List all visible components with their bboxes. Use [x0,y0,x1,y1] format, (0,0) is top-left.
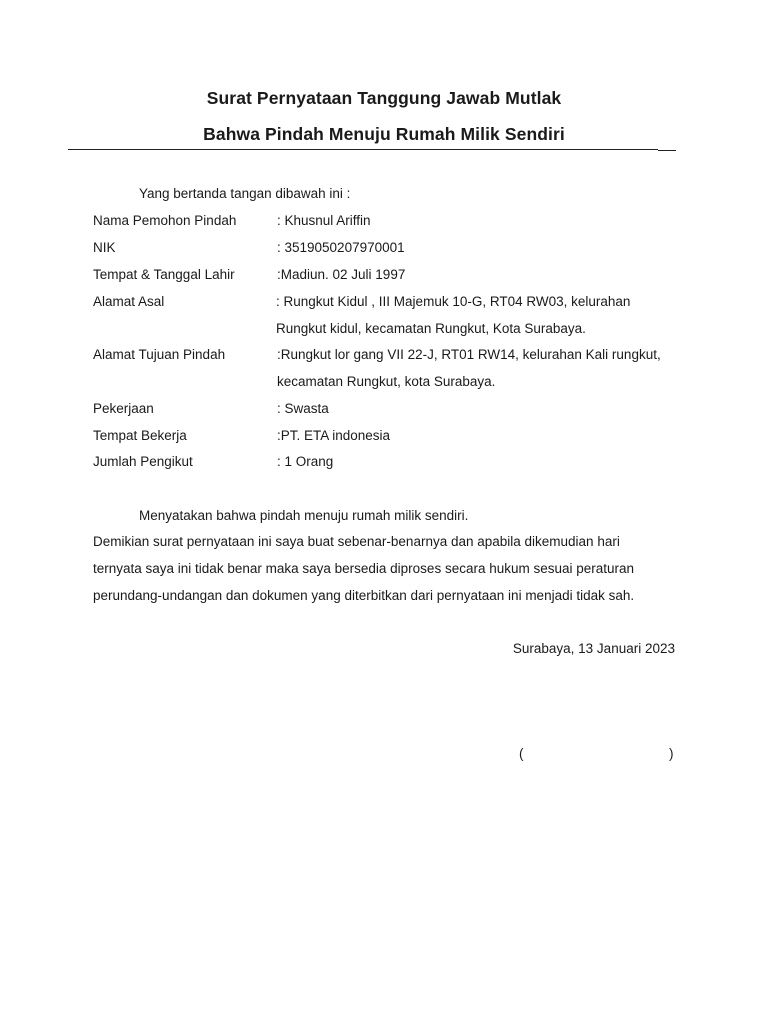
field-value-jumlah-pengikut: : 1 Orang [277,454,334,469]
field-label-nama: Nama Pemohon Pindah [93,213,237,228]
document-title: Surat Pernyataan Tanggung Jawab Mutlak [206,88,562,108]
signature-close-paren: ) [669,746,674,761]
place-date: Surabaya, 13 Januari 2023 [512,641,675,656]
field-value-nama: : Khusnul Ariffin [277,213,371,228]
field-label-ttl: Tempat & Tanggal Lahir [93,267,235,282]
signature-open-paren: ( [519,746,524,761]
field-value-alamat-asal-cont: Rungkut kidul, kecamatan Rungkut, Kota Surabaya. [276,321,586,336]
field-value-alamat-tujuan-cont: kecamatan Rungkut, kota Surabaya. [277,374,496,389]
field-value-nik: : 3519050207970001 [277,240,405,255]
title-underline [68,149,658,150]
field-label-alamat-tujuan: Alamat Tujuan Pindah [93,347,226,362]
closing-line: Demikian surat pernyataan ini saya buat sebenar-benarnya dan apabila dikemudian hari [93,534,620,549]
field-value-alamat-tujuan: :Rungkut lor gang VII 22-J, RT01 RW14, kelurahan Kali rungkut, [277,347,661,362]
field-value-pekerjaan: : Swasta [277,401,329,416]
field-value-ttl: :Madiun. 02 Juli 1997 [277,267,406,282]
field-label-tempat-bekerja: Tempat Bekerja [93,428,187,443]
title-underline-end [658,150,676,151]
field-label-pekerjaan: Pekerjaan [93,401,154,416]
closing-line: ternyata saya ini tidak benar maka saya bersedia diproses secara hukum sesuai peraturan [93,561,635,576]
statement-text: Menyatakan bahwa pindah menuju rumah milik sendiri. [139,508,469,523]
document-subtitle: Bahwa Pindah Menuju Rumah Milik Sendiri [203,124,565,144]
field-label-jumlah-pengikut: Jumlah Pengikut [93,454,193,469]
closing-line: perundang-undangan dan dokumen yang diterbitkan dari pernyataan ini menjadi tidak sah. [93,588,635,603]
field-value-alamat-asal: : Rungkut Kidul , III Majemuk 10-G, RT04 RW03, kelurahan [276,294,631,309]
field-label-nik: NIK [93,240,116,255]
intro-text: Yang bertanda tangan dibawah ini : [139,186,351,201]
field-label-alamat-asal: Alamat Asal [93,294,165,309]
field-value-tempat-bekerja: :PT. ETA indonesia [277,428,391,443]
